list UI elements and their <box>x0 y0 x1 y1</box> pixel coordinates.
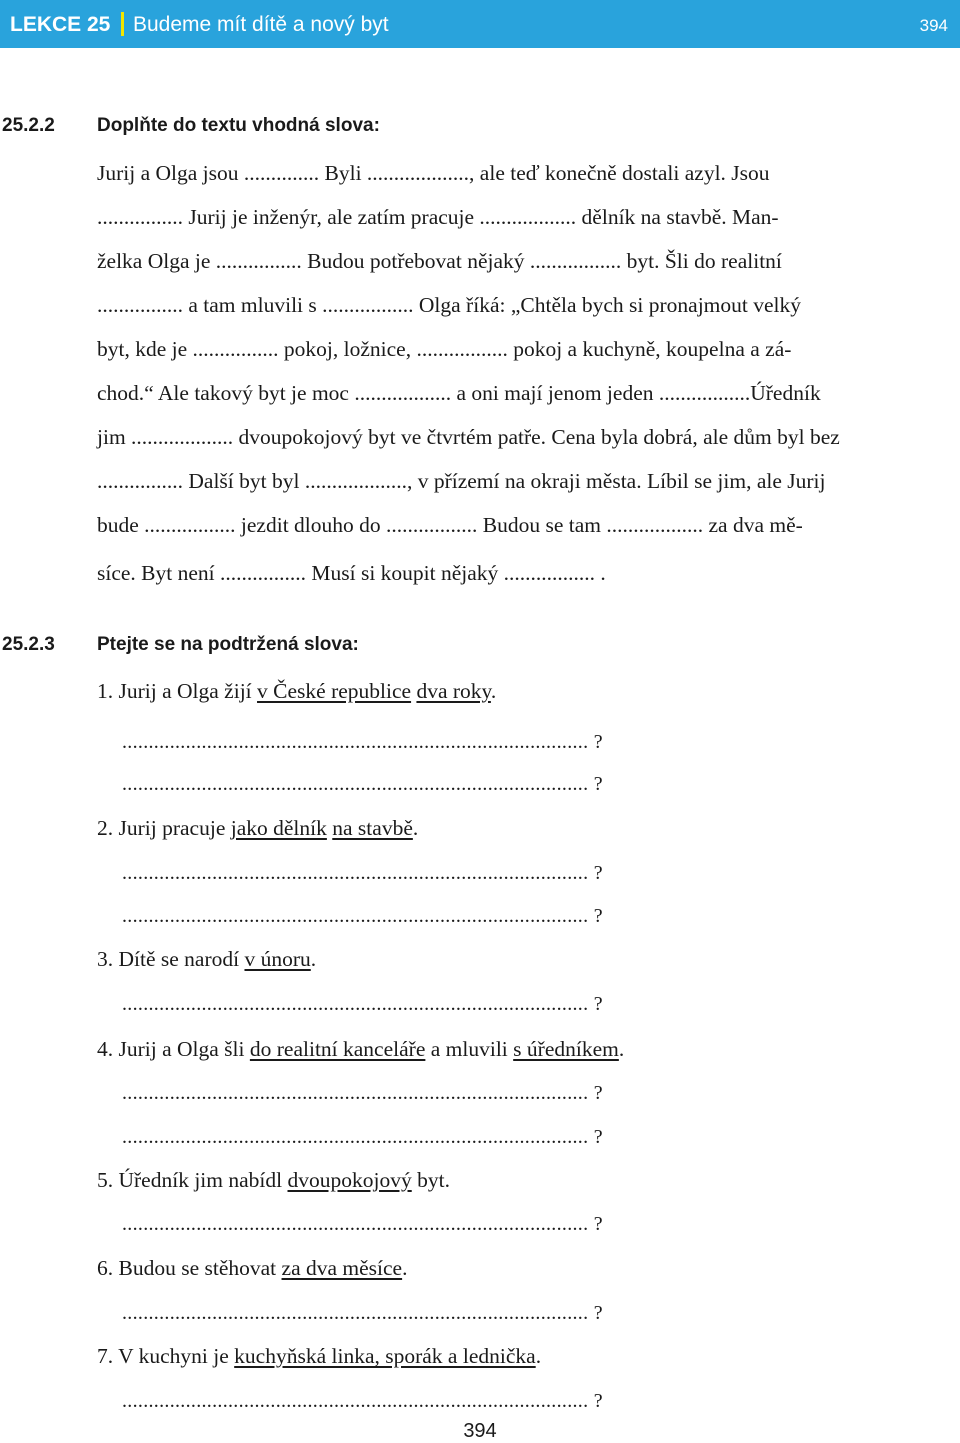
question-6 <box>97 1254 407 1282</box>
underlined-phrase: za dva měsíce <box>281 1256 403 1280</box>
answer-line[interactable]: ........................................................................................ ? <box>122 1213 603 1235</box>
answer-line[interactable]: ........................................................................................ ? <box>122 773 603 795</box>
question-text: . <box>618 1037 625 1061</box>
underlined-phrase: na stavbě <box>332 816 413 840</box>
underlined-phrase: s úředníkem <box>513 1037 619 1061</box>
text-line: jim ................... dvoupokojový byt ve čtvrtém patře. Cena byla dobrá, ale dům byl bez <box>97 425 840 449</box>
lesson-title: Budeme mít dítě a nový byt <box>133 13 389 36</box>
question-text: byt. <box>411 1168 450 1192</box>
text-line: chod.“ Ale takový byt je moc .................. a oni mají jenom jeden .................Úředník <box>97 381 821 405</box>
question-7 <box>97 1342 541 1370</box>
text-line: byt, kde je ................ pokoj, ložnice, ................. pokoj a kuchyně, koupelna a zá- <box>97 337 792 361</box>
question-text: . <box>310 947 317 971</box>
answer-line[interactable]: ........................................................................................ ? <box>122 1390 603 1412</box>
exercise-title-1: Doplňte do textu vhodná slova: <box>97 115 380 136</box>
footer-page-number: 394 <box>463 1420 497 1442</box>
underlined-phrase: kuchyňská linka, sporák a lednička <box>234 1344 536 1368</box>
text-line: Jurij a Olga jsou .............. Byli ..................., ale teď konečně dostali azyl. Jsou <box>97 161 770 185</box>
question-text: 3. Dítě se narodí <box>97 947 245 971</box>
underlined-phrase: dvoupokojový <box>287 1168 412 1192</box>
question-text: . <box>402 1256 408 1280</box>
question-text: 5. Úředník jim nabídl <box>97 1168 288 1192</box>
question-text: a mluvili <box>425 1037 514 1061</box>
exercise-number-2: 25.2.3 <box>2 634 55 655</box>
question-4 <box>97 1035 624 1063</box>
question-text: . <box>535 1344 542 1368</box>
question-text: 1. Jurij a Olga žijí <box>97 679 258 703</box>
text-line: bude ................. jezdit dlouho do ................. Budou se tam .................. za dva mě- <box>97 513 803 537</box>
answer-line[interactable]: ........................................................................................ ? <box>122 1302 603 1324</box>
underlined-phrase: v únoru <box>244 947 311 971</box>
header-page-number: 394 <box>919 16 948 35</box>
exercise-number-1: 25.2.2 <box>2 115 55 136</box>
text-line: síce. Byt není ................ Musí si koupit nějaký ................. . <box>97 561 606 585</box>
header-separator <box>121 12 124 36</box>
answer-line[interactable]: ........................................................................................ ? <box>122 862 603 884</box>
question-2 <box>97 814 418 842</box>
question-5 <box>97 1166 450 1194</box>
question-text: . <box>490 679 497 703</box>
underlined-phrase: dva roky <box>416 679 491 703</box>
text-line: ................ Další byt byl ..................., v přízemí na okraji města. Líbil se jim, ale Jurij <box>97 469 826 493</box>
question-text: 6. Budou se stěhovat <box>97 1256 282 1280</box>
underlined-phrase: v České republice <box>257 679 412 703</box>
question-text: 2. Jurij pracuje <box>97 816 231 840</box>
text-line: ................ a tam mluvili s ................. Olga říká: „Chtěla bych si pronajmout velký <box>97 293 802 317</box>
answer-line[interactable]: ........................................................................................ ? <box>122 1126 603 1148</box>
underlined-phrase: do realitní kanceláře <box>249 1037 426 1061</box>
question-3 <box>97 945 316 973</box>
page-header <box>0 0 960 48</box>
question-text: 4. Jurij a Olga šli <box>97 1037 250 1061</box>
exercise-title-2: Ptejte se na podtržená slova: <box>97 634 359 655</box>
text-line: ................ Jurij je inženýr, ale zatím pracuje .................. dělník na stavbě. Man- <box>97 205 779 229</box>
answer-line[interactable]: ........................................................................................ ? <box>122 731 603 753</box>
underlined-phrase: jako dělník <box>230 816 327 840</box>
lesson-number: LEKCE 25 <box>10 13 111 36</box>
question-1 <box>97 677 496 705</box>
question-text: . <box>412 816 419 840</box>
question-text: 7. V kuchyni je <box>97 1344 235 1368</box>
answer-line[interactable]: ........................................................................................ ? <box>122 905 603 927</box>
text-line: želka Olga je ................ Budou potřebovat nějaký ................. byt. Šli do realitní <box>97 249 782 273</box>
answer-line[interactable]: ........................................................................................ ? <box>122 993 603 1015</box>
answer-line[interactable]: ........................................................................................ ? <box>122 1082 603 1104</box>
